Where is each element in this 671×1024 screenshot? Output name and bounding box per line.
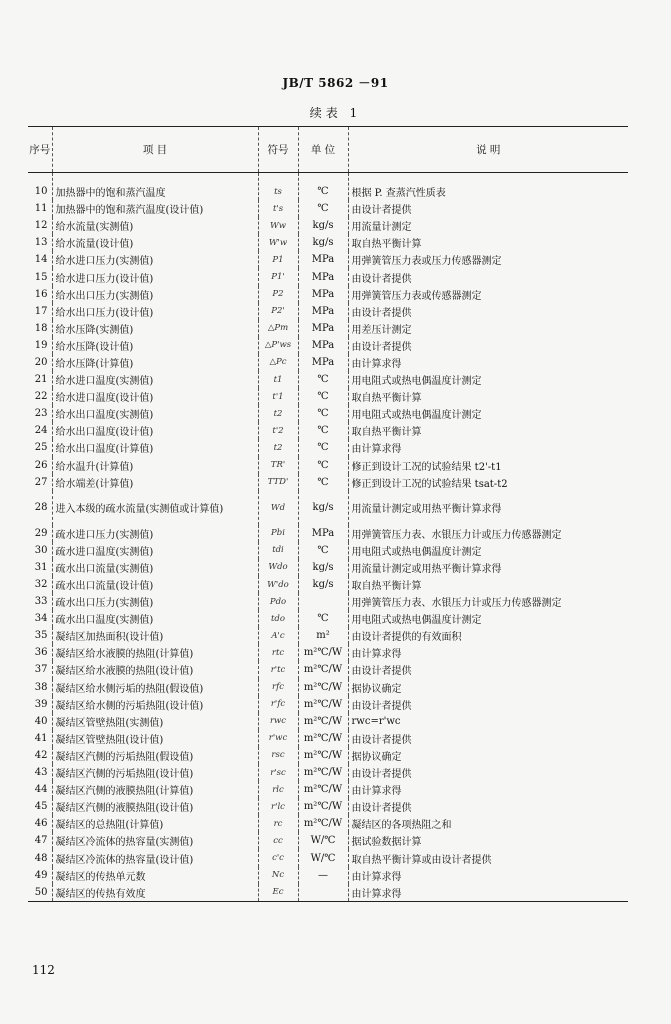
row-note: 由设计者提供	[348, 661, 628, 678]
row-item: 进入本级的疏水流量(实测值或计算值)	[52, 491, 258, 525]
table-row	[28, 337, 628, 354]
table-row	[28, 559, 628, 576]
row-item: 凝结区的传热有效度	[52, 884, 258, 902]
table-row	[28, 542, 628, 559]
row-note: 据试验数据计算	[348, 832, 628, 849]
row-symbol: tdo	[258, 610, 298, 627]
table-row	[28, 781, 628, 798]
row-unit	[298, 884, 348, 902]
row-symbol: r'wc	[258, 730, 298, 747]
row-symbol: t'1	[258, 388, 298, 405]
parameter-table	[28, 126, 628, 902]
row-unit: ℃	[298, 542, 348, 559]
table-row	[28, 354, 628, 371]
row-note: 由计算求得	[348, 644, 628, 661]
row-note: 由设计者提供的有效面积	[348, 627, 628, 644]
row-item: 给水进口压力(实测值)	[52, 251, 258, 268]
row-symbol: tdi	[258, 542, 298, 559]
row-number: 32	[34, 579, 48, 591]
row-unit: m²℃/W	[298, 815, 348, 832]
table-row	[28, 815, 628, 832]
table-row	[28, 286, 628, 303]
header-no: 序号	[28, 127, 52, 173]
row-item: 疏水出口压力(实测值)	[52, 593, 258, 610]
row-note: 由设计者提供	[348, 696, 628, 713]
row-number: 22	[34, 391, 48, 403]
row-symbol: Ww	[258, 217, 298, 234]
table-row	[28, 234, 628, 251]
table-row	[28, 764, 628, 781]
row-number: 11	[34, 203, 48, 215]
table-row	[28, 268, 628, 285]
row-unit: m²℃/W	[298, 764, 348, 781]
table-row	[28, 405, 628, 422]
row-number: 42	[34, 749, 48, 761]
table-row	[28, 867, 628, 884]
row-item: 凝结区冷流体的热容量(设计值)	[52, 849, 258, 866]
row-symbol: rsc	[258, 747, 298, 764]
row-note: 用弹簧管压力表、水银压力计或压力传感器测定	[348, 525, 628, 542]
row-note: 由设计者提供	[348, 303, 628, 320]
row-number: 30	[34, 544, 48, 556]
table-row	[28, 576, 628, 593]
row-item: 凝结区汽侧的液膜热阻(设计值)	[52, 798, 258, 815]
row-symbol: r'tc	[258, 661, 298, 678]
row-unit: —	[298, 867, 348, 884]
row-note: 修正到设计工况的试验结果 tsat-t2	[348, 474, 628, 491]
row-item: 给水进口压力(设计值)	[52, 268, 258, 285]
table-row	[28, 832, 628, 849]
row-note: 取自热平衡计算	[348, 576, 628, 593]
row-symbol: rc	[258, 815, 298, 832]
header-item: 项 目	[52, 127, 258, 173]
row-symbol: ts	[258, 173, 298, 201]
row-unit: m²℃/W	[298, 747, 348, 764]
table-row	[28, 696, 628, 713]
row-item: 疏水进口压力(实测值)	[52, 525, 258, 542]
row-symbol: P1'	[258, 268, 298, 285]
row-unit: MPa	[298, 303, 348, 320]
row-note: 由设计者提供	[348, 200, 628, 217]
row-unit: m²℃/W	[298, 696, 348, 713]
row-item: 凝结区冷流体的热容量(实测值)	[52, 832, 258, 849]
row-symbol: r'sc	[258, 764, 298, 781]
row-note: 取自热平衡计算或由设计者提供	[348, 849, 628, 866]
row-symbol: t's	[258, 200, 298, 217]
header-unit: 单 位	[298, 127, 348, 173]
row-item: 凝结区的传热单元数	[52, 867, 258, 884]
row-note: 用电阻式或热电偶温度计测定	[348, 542, 628, 559]
row-note: 修正到设计工况的试验结果 t2'-t1	[348, 457, 628, 474]
row-symbol: TR'	[258, 457, 298, 474]
row-number: 24	[34, 425, 48, 437]
row-number: 45	[34, 801, 48, 813]
row-number: 41	[34, 732, 48, 744]
table-row	[28, 200, 628, 217]
row-item: 加热器中的饱和蒸汽温度	[52, 173, 258, 201]
row-symbol: △Pm	[258, 320, 298, 337]
row-item: 加热器中的饱和蒸汽温度(设计值)	[52, 200, 258, 217]
table-row	[28, 491, 628, 525]
table-row	[28, 251, 628, 268]
row-note: 用弹簧管压力表或传感器测定	[348, 286, 628, 303]
row-note: 由计算求得	[348, 884, 628, 902]
row-number: 25	[34, 442, 48, 454]
row-note: 用流量计测定或用热平衡计算求得	[348, 559, 628, 576]
row-item: 给水流量(实测值)	[52, 217, 258, 234]
row-item: 凝结区给水液膜的热阻(设计值)	[52, 661, 258, 678]
row-unit: MPa	[298, 251, 348, 268]
row-item: 给水温升(计算值)	[52, 457, 258, 474]
row-unit	[298, 593, 348, 610]
row-unit: ℃	[298, 610, 348, 627]
row-number: 38	[34, 681, 48, 693]
row-note: rwc=r'wc	[348, 713, 628, 730]
row-note: 用弹簧管压力表、水银压力计或压力传感器测定	[348, 593, 628, 610]
row-symbol: t2	[258, 405, 298, 422]
row-number: 29	[34, 527, 48, 539]
row-symbol: △P'ws	[258, 337, 298, 354]
row-item: 给水压降(设计值)	[52, 337, 258, 354]
row-unit: ℃	[298, 474, 348, 491]
row-unit: ℃	[298, 439, 348, 456]
row-item: 给水端差(计算值)	[52, 474, 258, 491]
table-row	[28, 320, 628, 337]
row-note: 据协议确定	[348, 747, 628, 764]
row-note: 由设计者提供	[348, 764, 628, 781]
row-item: 凝结区给水侧污垢的热阻(假设值)	[52, 679, 258, 696]
page-number: 112	[32, 963, 55, 977]
table-row	[28, 173, 628, 201]
header-symbol: 符号	[258, 127, 298, 173]
row-number: 48	[34, 852, 48, 864]
row-number: 50	[28, 884, 52, 902]
row-unit: m²℃/W	[298, 661, 348, 678]
row-item: 给水出口温度(实测值)	[52, 405, 258, 422]
row-unit: ℃	[298, 405, 348, 422]
row-item: 给水压降(实测值)	[52, 320, 258, 337]
row-symbol: △Pc	[258, 354, 298, 371]
row-item: 凝结区汽侧的液膜热阻(计算值)	[52, 781, 258, 798]
row-unit: m²℃/W	[298, 644, 348, 661]
row-symbol: rlc	[258, 781, 298, 798]
row-item: 凝结区管壁热阻(设计值)	[52, 730, 258, 747]
table-row	[28, 474, 628, 491]
table-title: 续表 1	[309, 106, 362, 120]
row-note: 用电阻式或热电偶温度计测定	[348, 405, 628, 422]
row-item: 凝结区加热面积(设计值)	[52, 627, 258, 644]
row-number: 34	[34, 613, 48, 625]
row-note: 取自热平衡计算	[348, 234, 628, 251]
row-note: 用电阻式或热电偶温度计测定	[348, 610, 628, 627]
row-unit: m²	[298, 627, 348, 644]
table-row	[28, 371, 628, 388]
row-number: 37	[34, 664, 48, 676]
row-number: 36	[34, 647, 48, 659]
row-number: 26	[34, 459, 48, 471]
table-row	[28, 593, 628, 610]
row-unit: MPa	[298, 268, 348, 285]
row-note: 用差压计测定	[348, 320, 628, 337]
row-symbol: rwc	[258, 713, 298, 730]
row-note: 取自热平衡计算	[348, 422, 628, 439]
row-number: 12	[34, 220, 48, 232]
row-unit: ℃	[298, 388, 348, 405]
table-row	[28, 525, 628, 542]
table-row	[28, 884, 628, 902]
table-row	[28, 627, 628, 644]
row-unit: kg/s	[298, 217, 348, 234]
row-number: 18	[34, 322, 48, 334]
row-item: 给水流量(设计值)	[52, 234, 258, 251]
row-symbol: rtc	[258, 644, 298, 661]
row-symbol: t2	[258, 439, 298, 456]
row-item: 给水压降(计算值)	[52, 354, 258, 371]
row-symbol: Wdo	[258, 559, 298, 576]
row-number: 14	[34, 254, 48, 266]
row-symbol: TTD'	[258, 474, 298, 491]
row-item: 凝结区汽侧的污垢热阻(设计值)	[52, 764, 258, 781]
row-unit: W/℃	[298, 849, 348, 866]
row-note: 由计算求得	[348, 439, 628, 456]
row-number: 44	[34, 784, 48, 796]
row-number: 23	[34, 408, 48, 420]
table-row	[28, 679, 628, 696]
row-symbol: W'w	[258, 234, 298, 251]
row-symbol: Wd	[258, 491, 298, 525]
row-unit: kg/s	[298, 234, 348, 251]
row-note: 由设计者提供	[348, 798, 628, 815]
row-note: 用流量计测定	[348, 217, 628, 234]
row-number: 49	[34, 869, 48, 881]
row-item: 给水出口压力(实测值)	[52, 286, 258, 303]
row-number: 20	[34, 356, 48, 368]
row-number: 17	[34, 305, 48, 317]
table-row	[28, 798, 628, 815]
table-row	[28, 303, 628, 320]
row-unit: m²℃/W	[298, 781, 348, 798]
table-row	[28, 661, 628, 678]
row-symbol: r'lc	[258, 798, 298, 815]
row-number: 19	[34, 339, 48, 351]
table-row	[28, 644, 628, 661]
standard-code: JB/T 5862 －91	[282, 76, 389, 90]
table-row	[28, 747, 628, 764]
row-unit: MPa	[298, 337, 348, 354]
row-number: 15	[34, 271, 48, 283]
row-number: 13	[34, 237, 48, 249]
row-symbol: rfc	[258, 679, 298, 696]
row-symbol: cc	[258, 832, 298, 849]
row-number: 31	[34, 561, 48, 573]
row-unit: kg/s	[298, 491, 348, 525]
row-number: 47	[34, 835, 48, 847]
row-number: 46	[34, 818, 48, 830]
row-number: 27	[34, 476, 48, 488]
row-number: 33	[34, 596, 48, 608]
row-note: 由设计者提供	[348, 337, 628, 354]
row-symbol: A'c	[258, 627, 298, 644]
table-row	[28, 439, 628, 456]
row-unit: MPa	[298, 286, 348, 303]
row-item: 给水出口温度(设计值)	[52, 422, 258, 439]
row-unit: ℃	[298, 371, 348, 388]
row-unit: kg/s	[298, 559, 348, 576]
row-note: 由计算求得	[348, 354, 628, 371]
row-item: 疏水出口温度(实测值)	[52, 610, 258, 627]
table-row	[28, 610, 628, 627]
row-number: 39	[34, 698, 48, 710]
row-item: 给水进口温度(实测值)	[52, 371, 258, 388]
row-note: 由设计者提供	[348, 268, 628, 285]
row-symbol: c'c	[258, 849, 298, 866]
row-note: 用流量计测定或用热平衡计算求得	[348, 491, 628, 525]
row-unit: kg/s	[298, 576, 348, 593]
row-unit: ℃	[298, 200, 348, 217]
table-header-row	[28, 127, 628, 173]
row-unit: MPa	[298, 354, 348, 371]
row-item: 凝结区的总热阻(计算值)	[52, 815, 258, 832]
row-symbol: t1	[258, 371, 298, 388]
table-row	[28, 388, 628, 405]
row-symbol: Ec	[258, 884, 298, 902]
row-symbol: W'do	[258, 576, 298, 593]
row-item: 给水进口温度(设计值)	[52, 388, 258, 405]
row-note: 取自热平衡计算	[348, 388, 628, 405]
table-body	[28, 173, 628, 902]
row-symbol: r'fc	[258, 696, 298, 713]
row-unit: m²℃/W	[298, 679, 348, 696]
row-note: 凝结区的各项热阻之和	[348, 815, 628, 832]
row-item: 凝结区汽侧的污垢热阻(假设值)	[52, 747, 258, 764]
header-note: 说 明	[348, 127, 628, 173]
row-symbol: P1	[258, 251, 298, 268]
row-note: 根据 P. 查蒸汽性质表	[348, 173, 628, 201]
row-number: 35	[34, 630, 48, 642]
row-note: 由计算求得	[348, 867, 628, 884]
table-row	[28, 849, 628, 866]
row-symbol: P2'	[258, 303, 298, 320]
row-unit: MPa	[298, 525, 348, 542]
row-unit: m²℃/W	[298, 713, 348, 730]
table-row	[28, 713, 628, 730]
row-item: 疏水出口流量(设计值)	[52, 576, 258, 593]
row-note: 由设计者提供	[348, 730, 628, 747]
row-symbol: P2	[258, 286, 298, 303]
row-item: 疏水进口温度(实测值)	[52, 542, 258, 559]
row-unit: m²℃/W	[298, 798, 348, 815]
row-item: 疏水出口流量(实测值)	[52, 559, 258, 576]
row-unit: ℃	[298, 457, 348, 474]
row-note: 用电阻式或热电偶温度计测定	[348, 371, 628, 388]
row-item: 给水出口温度(计算值)	[52, 439, 258, 456]
table-row	[28, 422, 628, 439]
row-unit: MPa	[298, 320, 348, 337]
row-number: 43	[34, 767, 48, 779]
row-symbol: Nc	[258, 867, 298, 884]
row-number: 21	[34, 374, 48, 386]
row-unit: m²℃/W	[298, 730, 348, 747]
row-note: 据协议确定	[348, 679, 628, 696]
row-item: 凝结区给水侧的污垢热阻(设计值)	[52, 696, 258, 713]
row-item: 凝结区给水液膜的热阻(计算值)	[52, 644, 258, 661]
row-number: 10	[34, 186, 48, 198]
row-unit: ℃	[298, 173, 348, 201]
row-symbol: Pdo	[258, 593, 298, 610]
row-item: 给水出口压力(设计值)	[52, 303, 258, 320]
row-note: 由计算求得	[348, 781, 628, 798]
row-symbol: t'2	[258, 422, 298, 439]
table-row	[28, 730, 628, 747]
row-item: 凝结区管壁热阻(实测值)	[52, 713, 258, 730]
row-unit: W/℃	[298, 832, 348, 849]
row-number: 40	[34, 715, 48, 727]
table-row	[28, 457, 628, 474]
row-symbol: Pbi	[258, 525, 298, 542]
table-row	[28, 217, 628, 234]
row-note: 用弹簧管压力表或压力传感器测定	[348, 251, 628, 268]
row-number: 28	[34, 502, 48, 514]
row-unit: ℃	[298, 422, 348, 439]
row-number: 16	[34, 288, 48, 300]
